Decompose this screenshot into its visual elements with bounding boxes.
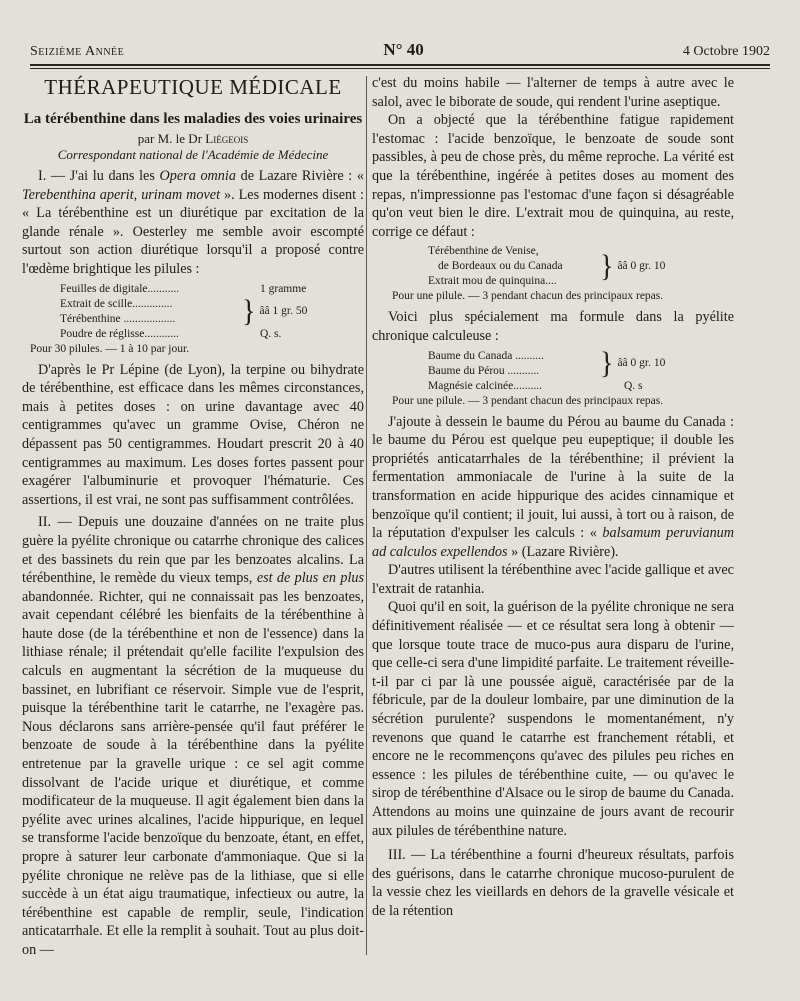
italic-quote: Terebenthina aperit, urinam movet [22, 186, 221, 203]
running-header [30, 40, 770, 62]
quantity: 1 gramme [260, 282, 307, 295]
ingredient: Térébenthine .................. [60, 312, 176, 325]
formula-note: Pour une pilule. — 3 pendant chacun des principaux repas. [392, 290, 664, 303]
byline-prefix: par M. le Dr [137, 131, 203, 146]
quantity: ââ 0 gr. 10 [617, 357, 666, 370]
header-rule-thick [30, 64, 770, 66]
formula-row [60, 282, 364, 297]
ingredient: Térébenthine de Venise, [428, 245, 539, 258]
formula-note: Pour 30 pilules. — 1 à 10 par jour. [30, 342, 190, 355]
quantity: Q. s. [260, 327, 282, 340]
ingredient: Extrait mou de quinquina.... [428, 275, 557, 288]
header-year: Seizième Année [30, 44, 125, 59]
paragraph-1 [22, 167, 364, 279]
ingredient: Magnésie calcinée.......... [428, 379, 542, 392]
quantity: ââ 0 gr. 10 [617, 260, 666, 273]
formula-row [60, 327, 364, 342]
paragraph-r1: c'est du moins habile — l'alterner de temps à autre avec le salol, avec le biborate de soude, qui rendent l'urine aseptique. [372, 75, 734, 110]
ingredient: Feuilles de digitale........... [60, 282, 180, 295]
brace-icon: } [600, 345, 614, 381]
header-date: 4 Octobre 1902 [682, 44, 770, 59]
paragraph-r2: On a objecté que la térébenthine fatigue rapidement l'estomac : l'acide benzoïque, le benzoate de soude sont passibles, à peu de chose près, du même reproche. La vérité est que la térébenthine, ingérée à petites doses au moment des repas, n'impressionne pas l'estomac d'une façon si désagréable qu'on veut bien le dire. L'extrait mou de quinquina, au reste, corrige ce défaut : [372, 112, 734, 240]
text-run: » (Lazare Rivière). [507, 543, 619, 560]
paragraph-r3: Voici plus spécialement ma formule dans la pyélite chronique calculeuse : [372, 309, 734, 344]
right-column [372, 74, 734, 921]
left-column [22, 74, 364, 960]
quantity: Q. s [624, 379, 643, 392]
formula-quinquina [372, 244, 734, 304]
text-run: ». Les modernes disent : « La térébenthine est un diurétique par excitation de la glande rénale ». Oesterley me semble avoir escompté surtout son action diurétique lorsqu'il a proposé contre l'œdème brightique les pilules : [22, 186, 364, 277]
italic-run: Opera omnia [159, 168, 236, 184]
text-run: de Lazare Rivière : « [235, 168, 365, 184]
formula-group [428, 345, 734, 381]
header-issue-number: N° 40 [383, 40, 424, 59]
formula-calculeuse [372, 345, 734, 409]
ingredient: Baume du Pérou ........... [428, 364, 540, 377]
paragraph-3 [22, 513, 364, 959]
brace-icon: } [600, 249, 614, 284]
formula-note: Pour une pilule. — 3 pendant chacun des principaux repas. [392, 394, 664, 407]
quantity: ââ 1 gr. 50 [259, 305, 308, 318]
text-run: abandonnée. Richter, qui ne connaissait pas les benzoates, avait cependant célébré les bienfaits de la térébenthine à haute dose (de la térébenthine et non de l'essence) dans la lithiase rénale; il prétendait qu'elle facilite l'expulsion des calculs en augmentant la sécrétion de la muqueuse du bassinet, en lubrifiant ce réservoir. Simple vue de l'esprit, puisque la térébenthine tarit le catarrhe, ne l'exagère pas. Nous déclarons sans arrière-pensée qu'il faut préférer le benzoate de soude à la térébenthine dans la pyélite entretenue par la gravelle urique : ce sel agit comme dissolvant de l'acide urique et diurétique, et comme modificateur de la muqueuse. Il agit également bien dans la pyélite avec urines alcalines, l'acide hippurique, en lequel se transforme l'acide benzoïque du benzoate, étant, en effet, propre à saturer leur carbonate d'ammoniaque. Que si la pyélite chronique ne relève pas de la lithiase, que si elle succède à un état aigu traumatique, infectieux ou autre, la térébenthine est capable de remplir, seule, l'indication anticatarrhale. Et elle la remplit à souhait. Tout au plus doit-on — [22, 588, 364, 958]
formula-group [60, 293, 364, 329]
author-name: Liégeois [205, 131, 249, 146]
author-affiliation: Correspondant national de l'Académie de Médecine [57, 147, 329, 162]
paragraph-2: D'après le Pr Lépine (de Lyon), la terpine ou bihydrate de térébenthine, est efficace dans les mêmes circonstances, mais à petites doses : on urine davantage avec 40 centigrammes qu'avec un gramme Ovise, Chéron ne dépassent pas 50 centigrammes. Houdart prescrit 20 à 40 centigrammes au maximum. Les doses fortes passent pour exagérer l'albuminurie et provoquer l'hématurie. Ces assertions, il est vrai, ne sont pas suffisamment contrôlées. [22, 361, 364, 508]
ingredient: Poudre de réglisse............ [60, 327, 179, 340]
italic-run: est de plus en plus [256, 570, 364, 587]
text-run: J'ajoute à dessein le baume du Pérou au baume du Canada : le baume du Pérou est quelque peu eupeptique; il double les propriétés anticatarrhales de la térébenthine; il prévient la fermentation ammoniacale de l'urine à la suite de la transformation en acide hippurique des acides cinnamique et benzoïque qu'il contient; il jouit, lui aussi, à tort ou à raison, de la réputation d'expulser les calculs : « [372, 413, 734, 542]
article-title: La térébenthine dans les maladies des voies urinaires [23, 111, 363, 127]
paragraph-r4 [372, 413, 734, 562]
ingredient: Baume du Canada .......... [428, 349, 544, 362]
formula-oesterley [22, 282, 364, 357]
column-divider [366, 76, 367, 955]
italic-quote: balsamum peruvianum ad calculos expellendos [372, 525, 735, 560]
paragraph-r5: D'autres utilisent la térébenthine avec l'acide gallique et avec l'extrait de ratanhia. [372, 562, 734, 597]
formula-group [428, 244, 734, 289]
ingredient: Extrait de scille.............. [60, 297, 173, 310]
text-run: II. — Depuis une douzaine d'années on ne traite plus guère la pyélite chronique ou catarrhe chronique des calices et des bassinets du rein que par les benzoates alcalins. La térébenthine, le remède du vieux temps, [22, 514, 364, 587]
paragraph-r6: Quoi qu'il en soit, la guérison de la pyélite chronique ne sera définitivement réalisée — et ce résultat sera long à obtenir — que lorsque toute trace de muco-pus aura disparu de l'urine, que celle-ci sera d'une limpidité parfaite. Le traitement réveille-t-il par ci par là une poussée aiguë, caractérisée par de la fébricule, par de la douleur lombaire, par une diminution de la sécrétion purulente? suspendons le momentanément, n'y revenons que quand le catarrhe est franchement rétabli, et encore ne le recommençons qu'avec des pilules peu riches en essence : les pilules de térébenthine cuite, — ou qu'avec le sirop de térébenthine d'Alsace ou le sirop de baume du Canada. Attendons au moins une quinzaine de jours avant de recourir aux pilules de térébenthine nature. [372, 599, 734, 839]
ingredient: de Bordeaux ou du Canada [438, 260, 563, 273]
header-rule-thin [30, 68, 770, 69]
article-byline [22, 131, 364, 147]
paragraph-r7: III. — La térébenthine a fourni d'heureux résultats, parfois des guérisons, dans le catarrhe chronique mucoso-purulent de la vessie chez les vieillards en dehors de la gravelle vésicale et de la rétention [372, 847, 734, 919]
formula-row [428, 379, 734, 394]
text-run: I. — J'ai lu dans les [38, 168, 160, 184]
brace-icon: } [242, 293, 256, 329]
section-title: THÉRAPEUTIQUE MÉDICALE [44, 75, 342, 99]
